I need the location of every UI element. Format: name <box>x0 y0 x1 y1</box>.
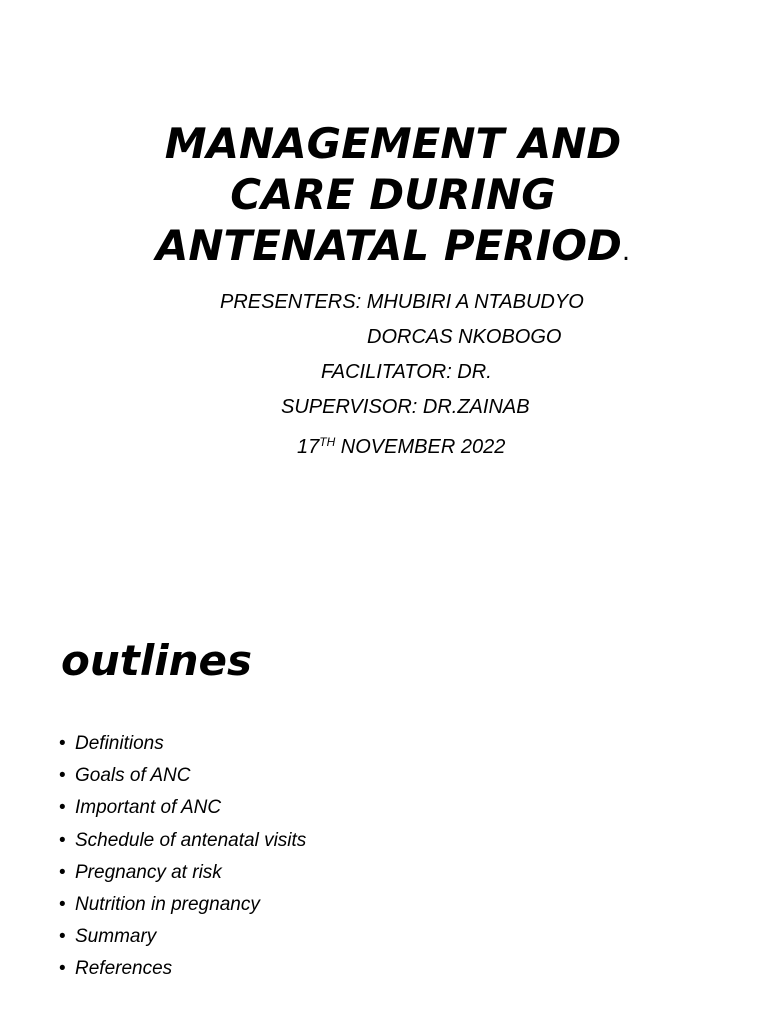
outlines-heading: outlines <box>61 636 253 685</box>
list-item-text: Summary <box>75 926 157 948</box>
title-line-1: MANAGEMENT AND <box>164 119 622 168</box>
bullet-icon: • <box>59 893 66 915</box>
list-item-text: Nutrition in pregnancy <box>75 893 260 915</box>
list-item <box>59 760 306 792</box>
list-item <box>59 792 306 824</box>
bullet-icon: • <box>59 958 66 980</box>
facilitator-line: FACILITATOR: DR. <box>321 361 492 383</box>
title-trailing-dot: . <box>621 237 631 267</box>
list-item-text: Goals of ANC <box>75 765 191 787</box>
date-line <box>297 425 505 465</box>
outline-list <box>59 728 306 986</box>
list-item-text: Schedule of antenatal visits <box>75 829 307 851</box>
bullet-icon: • <box>59 797 66 819</box>
list-item-text: Important of ANC <box>75 797 222 819</box>
list-item <box>59 728 306 760</box>
list-item <box>59 921 306 953</box>
date-rest: NOVEMBER 2022 <box>335 436 506 458</box>
bullet-icon: • <box>59 829 66 851</box>
list-item <box>59 889 306 921</box>
title-line-3-text: ANTENATAL PERIOD <box>155 221 622 270</box>
date-day: 17 <box>297 436 320 458</box>
supervisor-line: SUPERVISOR: DR.ZAINAB <box>281 396 530 418</box>
list-item-text: Pregnancy at risk <box>75 861 222 883</box>
list-item <box>59 857 306 889</box>
title-line-3 <box>0 220 768 278</box>
presentation-title <box>0 118 768 278</box>
list-item <box>59 825 306 857</box>
presenter-2-line: DORCAS NKOBOGO <box>367 326 562 348</box>
list-item-text: References <box>75 958 173 980</box>
bullet-icon: • <box>59 861 66 883</box>
list-item-text: Definitions <box>75 733 164 754</box>
bullet-icon: • <box>59 765 66 787</box>
list-item <box>59 953 306 985</box>
date-suffix: TH <box>319 435 336 449</box>
bullet-icon: • <box>59 733 66 754</box>
bullet-icon: • <box>59 926 66 948</box>
presenters-line: PRESENTERS: MHUBIRI A NTABUDYO <box>220 291 584 313</box>
title-line-2: CARE DURING <box>230 170 556 219</box>
